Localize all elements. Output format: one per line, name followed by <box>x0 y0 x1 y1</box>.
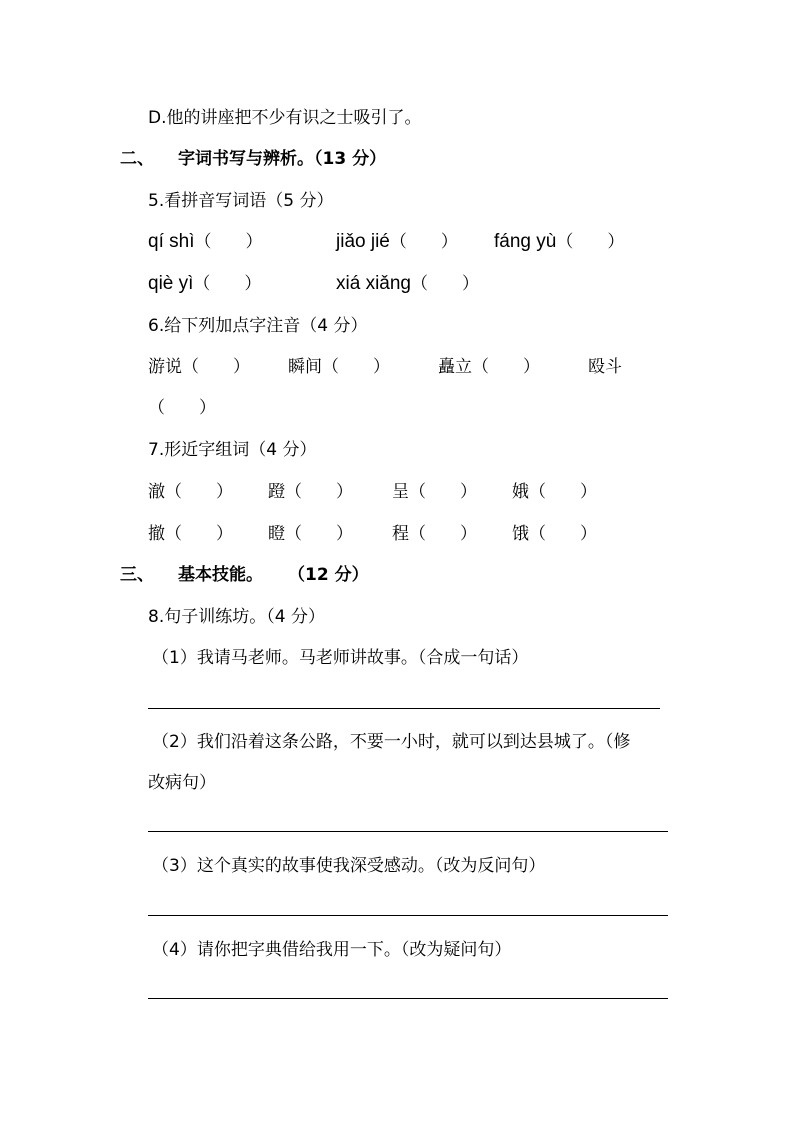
option-d: D.他的讲座把不少有识之士吸引了。 <box>148 108 422 128</box>
answer-blank[interactable]: （ ） <box>285 482 353 502</box>
answer-blank[interactable]: （ ） <box>322 357 390 377</box>
question-5-title: 5.看拼音写词语（5 分） <box>148 191 334 211</box>
answer-blank[interactable]: （ ） <box>165 524 233 544</box>
answer-line-2[interactable] <box>148 831 668 832</box>
sentence-2-line-2: 改病句） <box>148 773 216 793</box>
pinyin-item-2 <box>336 231 458 253</box>
char-item-4 <box>512 481 597 503</box>
section-2-title: 字词书写与辨析。（13 分） <box>178 149 387 169</box>
pinyin-item-5 <box>336 273 479 295</box>
answer-line-4[interactable] <box>148 998 668 999</box>
word: 游说 <box>148 357 182 377</box>
answer-blank[interactable]: （ ） <box>182 357 250 377</box>
answer-blank[interactable]: （ ） <box>472 357 540 377</box>
pinyin-text: fáng yù <box>494 231 557 252</box>
answer-blank[interactable]: （ ） <box>194 232 263 252</box>
char-item-1 <box>148 481 233 503</box>
pinyin-text: qí shì <box>148 231 195 252</box>
char-item-8 <box>512 523 597 545</box>
char-item-7 <box>392 523 477 545</box>
char: 撤 <box>148 524 165 544</box>
char: 蹬 <box>268 482 285 502</box>
question-6-title: 6.给下列加点字注音（4 分） <box>148 316 368 336</box>
char-item-3 <box>392 481 477 503</box>
answer-blank[interactable]: （ ） <box>411 274 479 294</box>
word: 瞬间 <box>288 357 322 377</box>
char: 瞪 <box>268 524 285 544</box>
phonetic-item-4-blank[interactable]: （ ） <box>148 398 216 418</box>
sentence-1: （1）我请马老师。马老师讲故事。（合成一句话） <box>152 648 529 668</box>
char: 呈 <box>392 482 409 502</box>
question-7-title: 7.形近字组词（4 分） <box>148 440 317 460</box>
answer-blank[interactable]: （ ） <box>409 524 477 544</box>
pinyin-item-1 <box>148 231 262 253</box>
section-2-number: 二、 <box>120 149 154 169</box>
phonetic-item-4-word: 殴斗 <box>588 357 622 377</box>
answer-blank[interactable]: （ ） <box>193 274 262 294</box>
sentence-4: （4）请你把字典借给我用一下。（改为疑问句） <box>152 940 512 960</box>
char: 饿 <box>512 524 529 544</box>
char: 娥 <box>512 482 529 502</box>
char-item-2 <box>268 481 353 503</box>
pinyin-text: qiè yì <box>148 273 194 294</box>
answer-blank[interactable]: （ ） <box>529 524 597 544</box>
sentence-3: （3）这个真实的故事使我深受感动。（改为反问句） <box>152 856 546 876</box>
char-item-5 <box>148 523 233 545</box>
section-3-title: 基本技能。 <box>178 565 263 585</box>
answer-blank[interactable]: （ ） <box>389 232 458 252</box>
phonetic-item-1 <box>148 356 250 378</box>
pinyin-item-3 <box>494 231 624 253</box>
pinyin-text: jiǎo jié <box>336 231 390 252</box>
char: 澈 <box>148 482 165 502</box>
answer-blank[interactable]: （ ） <box>556 232 625 252</box>
word: 矗立 <box>438 357 472 377</box>
pinyin-item-4 <box>148 273 261 295</box>
section-3-score: （12 分） <box>288 565 369 585</box>
answer-blank[interactable]: （ ） <box>529 482 597 502</box>
phonetic-item-3 <box>438 356 540 378</box>
section-3-number: 三、 <box>120 565 154 585</box>
answer-blank[interactable]: （ ） <box>165 482 233 502</box>
phonetic-item-2 <box>288 356 390 378</box>
pinyin-text: xiá xiǎng <box>336 273 411 294</box>
question-8-title: 8.句子训练坊。（4 分） <box>148 607 325 627</box>
answer-line-3[interactable] <box>148 915 668 916</box>
char: 程 <box>392 524 409 544</box>
answer-line-1[interactable] <box>148 708 660 709</box>
answer-blank[interactable]: （ ） <box>285 524 353 544</box>
char-item-6 <box>268 523 353 545</box>
answer-blank[interactable]: （ ） <box>409 482 477 502</box>
sentence-2-line-1: （2）我们沿着这条公路，不要一小时，就可以到达县城了。（修 <box>152 732 631 752</box>
